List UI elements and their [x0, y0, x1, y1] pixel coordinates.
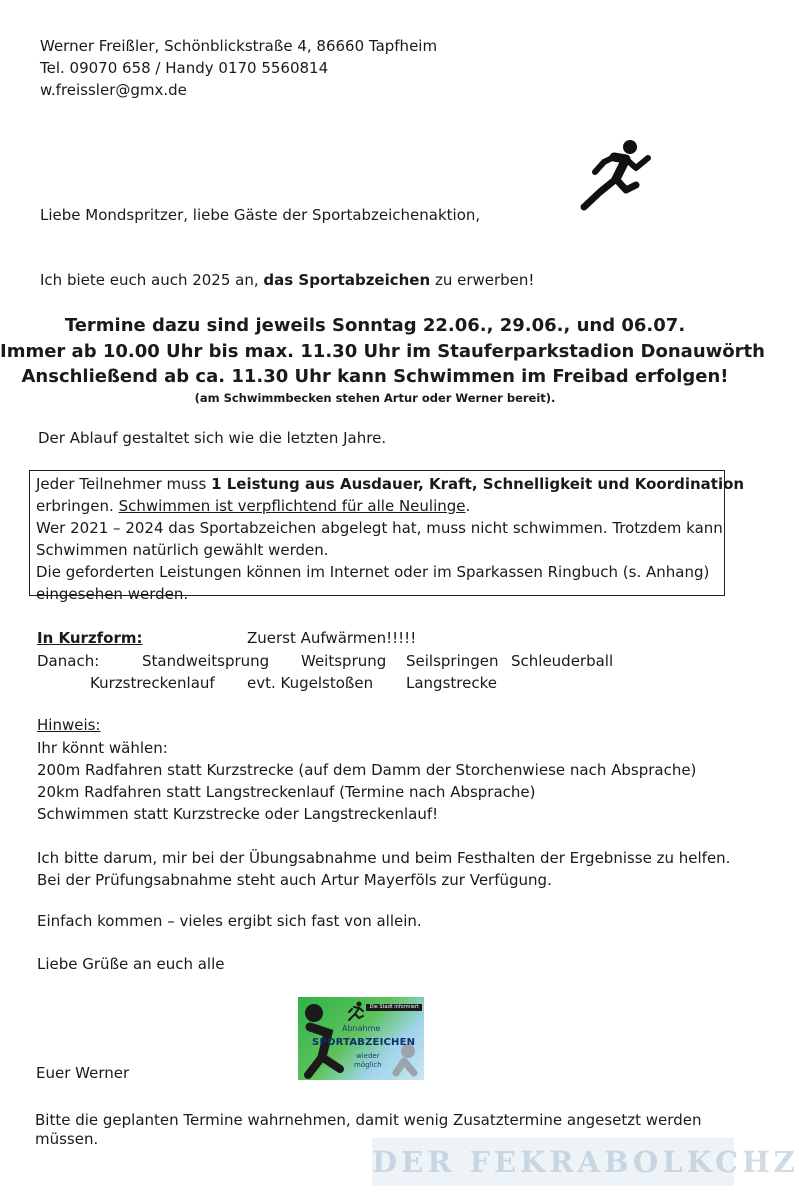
logo-wieder: wieder — [356, 1052, 380, 1060]
headline-dates: Termine dazu sind jeweils Sonntag 22.06., 29.06., und 06.07. — [64, 315, 686, 336]
bitte-line-2: Bei der Prüfungsabnahme steht auch Artur Mayerföls zur Verfügung. — [37, 871, 552, 889]
box-line-2-post: . — [465, 497, 471, 515]
closing-line-1: Bitte die geplanten Termine wahrnehmen, damit wenig Zusatztermine angesetzt werden — [35, 1111, 702, 1129]
headline-swimming: Anschließend ab ca. 11.30 Uhr kann Schwimmen im Freibad erfolgen! — [21, 366, 729, 387]
discipline-item: Kurzstreckenlauf — [90, 674, 215, 692]
logo-abnahme: Abnahme — [342, 1024, 381, 1033]
sender-name-street: Werner Freißler, Schönblickstraße 4, 86660 Tapfheim — [40, 37, 438, 55]
signoff: Euer Werner — [36, 1064, 130, 1082]
sender-email: w.freissler@gmx.de — [40, 81, 187, 99]
kurzform-heading: In Kurzform: — [37, 629, 143, 647]
logo-moeglich: möglich — [354, 1061, 382, 1069]
hinweis-line-3: 20km Radfahren statt Langstreckenlauf (Termine nach Absprache) — [37, 783, 536, 801]
box-line-5: Die geforderten Leistungen können im Internet oder im Sparkassen Ringbuch (s. Anhang) — [36, 563, 710, 581]
sportabzeichen-logo — [298, 997, 424, 1080]
greeting: Liebe Grüße an euch alle — [37, 955, 225, 973]
closing-line-2: müssen. — [35, 1130, 99, 1148]
box-line-6: eingesehen werden. — [36, 585, 189, 603]
box-line-1 — [36, 473, 745, 495]
logo-small-runner-icon — [344, 1001, 366, 1023]
hinweis-line-1: Ihr könnt wählen: — [37, 739, 168, 757]
ablauf-text: Der Ablauf gestaltet sich wie die letzten Jahre. — [38, 429, 387, 447]
discipline-item: Langstrecke — [406, 674, 497, 692]
discipline-item: Seilspringen — [406, 652, 499, 670]
box-line-3: Wer 2021 – 2024 das Sportabzeichen abgelegt hat, muss nicht schwimmen. Trotzdem kann — [36, 519, 723, 537]
hinweis-line-2: 200m Radfahren statt Kurzstrecke (auf dem Damm der Storchenwiese nach Absprache) — [37, 761, 697, 779]
intro-pre: Ich biete euch auch 2025 an, — [40, 271, 264, 289]
intro-text — [40, 269, 534, 291]
box-line-4: Schwimmen natürlich gewählt werden. — [36, 541, 329, 559]
kurzform-danach: Danach: — [37, 652, 100, 670]
logo-banner: Die Stadt informiert — [366, 1004, 422, 1011]
background-watermark: DER FEKRABOLKCHZ — [372, 1138, 734, 1186]
box-line-2-pre: erbringen. — [36, 497, 119, 515]
kurzform-warmup: Zuerst Aufwärmen!!!!! — [247, 629, 417, 647]
discipline-item: Weitsprung — [301, 652, 387, 670]
discipline-item: evt. Kugelstoßen — [247, 674, 374, 692]
intro-bold: das Sportabzeichen — [263, 271, 431, 289]
box-line-1-pre: Jeder Teilnehmer muss — [36, 475, 212, 493]
hinweis-line-4: Schwimmen statt Kurzstrecke oder Langstreckenlauf! — [37, 805, 439, 823]
box-line-2 — [36, 495, 718, 517]
discipline-item: Schleuderball — [511, 652, 614, 670]
einfach-text: Einfach kommen – vieles ergibt sich fast von allein. — [37, 912, 422, 930]
sender-phone: Tel. 09070 658 / Handy 0170 5560814 — [40, 59, 329, 77]
requirements-box — [29, 470, 745, 603]
salutation: Liebe Mondspritzer, liebe Gäste der Sportabzeichenaktion, — [40, 206, 481, 224]
box-line-1-bold: 1 Leistung aus Ausdauer, Kraft, Schnelligkeit und Koordination — [211, 475, 745, 493]
box-line-2-underlined: Schwimmen ist verpflichtend für alle Neulinge — [118, 497, 466, 515]
headline-time-place: Immer ab 10.00 Uhr bis max. 11.30 Uhr im Stauferparkstadion Donauwörth — [0, 341, 765, 362]
discipline-item: Standweitsprung — [142, 652, 270, 670]
running-person-icon — [578, 138, 654, 214]
sender-address — [40, 35, 437, 101]
logo-title: SPORTABZEICHEN — [312, 1037, 416, 1048]
headline-note: (am Schwimmbecken stehen Artur oder Werner bereit). — [194, 391, 556, 405]
logo-grey-figure-icon — [382, 1043, 422, 1080]
hinweis-heading: Hinweis: — [37, 716, 101, 734]
bitte-line-1: Ich bitte darum, mir bei der Übungsabnahme und beim Festhalten der Ergebnisse zu helfen. — [37, 849, 731, 867]
intro-post: zu erwerben! — [430, 271, 535, 289]
